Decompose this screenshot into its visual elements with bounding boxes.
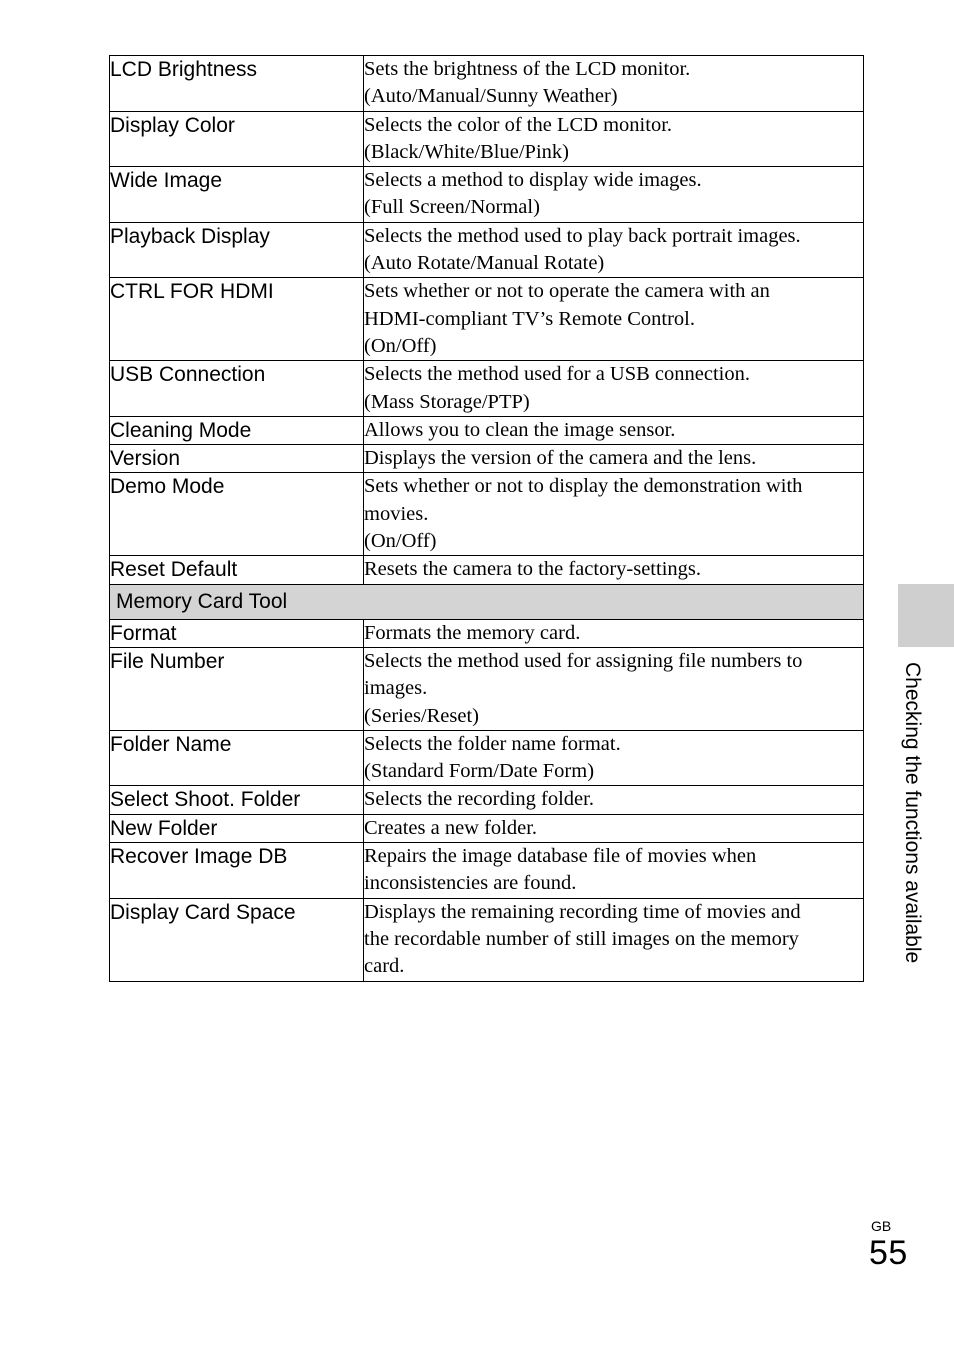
description-line: Selects the color of the LCD monitor.	[364, 113, 673, 136]
chapter-label: Checking the functions available	[901, 662, 924, 964]
functions-table	[109, 55, 864, 982]
function-name: Version	[110, 445, 364, 473]
table-row	[110, 786, 864, 814]
function-name: USB Connection	[110, 361, 364, 417]
description-line: (Standard Form/Date Form)	[364, 760, 595, 783]
description-line: Resets the camera to the factory-settings.	[364, 558, 701, 581]
function-description	[364, 647, 864, 730]
description-line: movies.	[364, 502, 429, 525]
table-row	[110, 416, 864, 444]
function-name: Folder Name	[110, 730, 364, 786]
section-header-row	[110, 584, 864, 619]
function-description	[364, 556, 864, 584]
description-line: the recordable number of still images on the memory	[364, 927, 799, 950]
table-row	[110, 278, 864, 361]
description-line: Selects the folder name format.	[364, 732, 621, 755]
function-name: Recover Image DB	[110, 843, 364, 899]
function-description	[364, 786, 864, 814]
function-name: Playback Display	[110, 222, 364, 278]
table-row	[110, 111, 864, 167]
function-name: File Number	[110, 647, 364, 730]
description-line: Allows you to clean the image sensor.	[364, 418, 676, 441]
function-name: Display Card Space	[110, 898, 364, 981]
table-row	[110, 361, 864, 417]
table-row	[110, 843, 864, 899]
function-description	[364, 898, 864, 981]
description-line: (Mass Storage/PTP)	[364, 390, 530, 413]
table-row	[110, 730, 864, 786]
function-description	[364, 814, 864, 842]
page-region-code: GB	[871, 1218, 892, 1234]
function-description	[364, 619, 864, 647]
description-line: inconsistencies are found.	[364, 872, 577, 895]
description-line: Selects a method to display wide images.	[364, 169, 702, 192]
function-description	[364, 445, 864, 473]
description-line: Selects the recording folder.	[364, 788, 594, 811]
function-name: Cleaning Mode	[110, 416, 364, 444]
function-description	[364, 111, 864, 167]
table-row	[110, 222, 864, 278]
function-name: Format	[110, 619, 364, 647]
description-line: (On/Off)	[364, 530, 437, 553]
description-line: (Series/Reset)	[364, 704, 479, 727]
description-line: Repairs the image database file of movies when	[364, 845, 757, 868]
function-description	[364, 278, 864, 361]
description-line: Selects the method used for a USB connection.	[364, 363, 750, 386]
table-row	[110, 167, 864, 223]
function-description	[364, 730, 864, 786]
description-line: Displays the version of the camera and the lens.	[364, 447, 757, 470]
table-row	[110, 473, 864, 556]
function-description	[364, 56, 864, 112]
function-description	[364, 416, 864, 444]
description-line: (Full Screen/Normal)	[364, 196, 540, 219]
description-line: card.	[364, 955, 405, 978]
function-name: Reset Default	[110, 556, 364, 584]
table-row	[110, 619, 864, 647]
description-line: HDMI-compliant TV’s Remote Control.	[364, 307, 696, 330]
function-name: Select Shoot. Folder	[110, 786, 364, 814]
function-name: LCD Brightness	[110, 56, 364, 112]
description-line: Creates a new folder.	[364, 816, 538, 839]
description-line: Selects the method used for assigning file numbers to	[364, 649, 803, 672]
table-row	[110, 56, 864, 112]
table-row	[110, 556, 864, 584]
section-title: Memory Card Tool	[110, 584, 864, 619]
function-description	[364, 843, 864, 899]
function-description	[364, 361, 864, 417]
function-description	[364, 167, 864, 223]
function-name: Display Color	[110, 111, 364, 167]
description-line: Displays the remaining recording time of movies and	[364, 900, 801, 923]
description-line: (Black/White/Blue/Pink)	[364, 140, 569, 163]
description-line: (Auto/Manual/Sunny Weather)	[364, 85, 618, 108]
function-description	[364, 222, 864, 278]
page-number: 55	[869, 1234, 908, 1272]
function-name: Wide Image	[110, 167, 364, 223]
description-line: Selects the method used to play back portrait images.	[364, 224, 801, 247]
description-line: Sets whether or not to operate the camera with an	[364, 280, 770, 303]
table-row	[110, 898, 864, 981]
function-description	[364, 473, 864, 556]
function-name: New Folder	[110, 814, 364, 842]
table-row	[110, 647, 864, 730]
description-line: (On/Off)	[364, 334, 437, 357]
chapter-tab	[898, 584, 954, 647]
table-row	[110, 445, 864, 473]
description-line: (Auto Rotate/Manual Rotate)	[364, 252, 605, 275]
description-line: Sets whether or not to display the demonstration with	[364, 475, 803, 498]
table-row	[110, 814, 864, 842]
description-line: Sets the brightness of the LCD monitor.	[364, 58, 691, 80]
description-line: Formats the memory card.	[364, 621, 581, 644]
function-name: CTRL FOR HDMI	[110, 278, 364, 361]
description-line: images.	[364, 677, 428, 700]
function-name: Demo Mode	[110, 473, 364, 556]
